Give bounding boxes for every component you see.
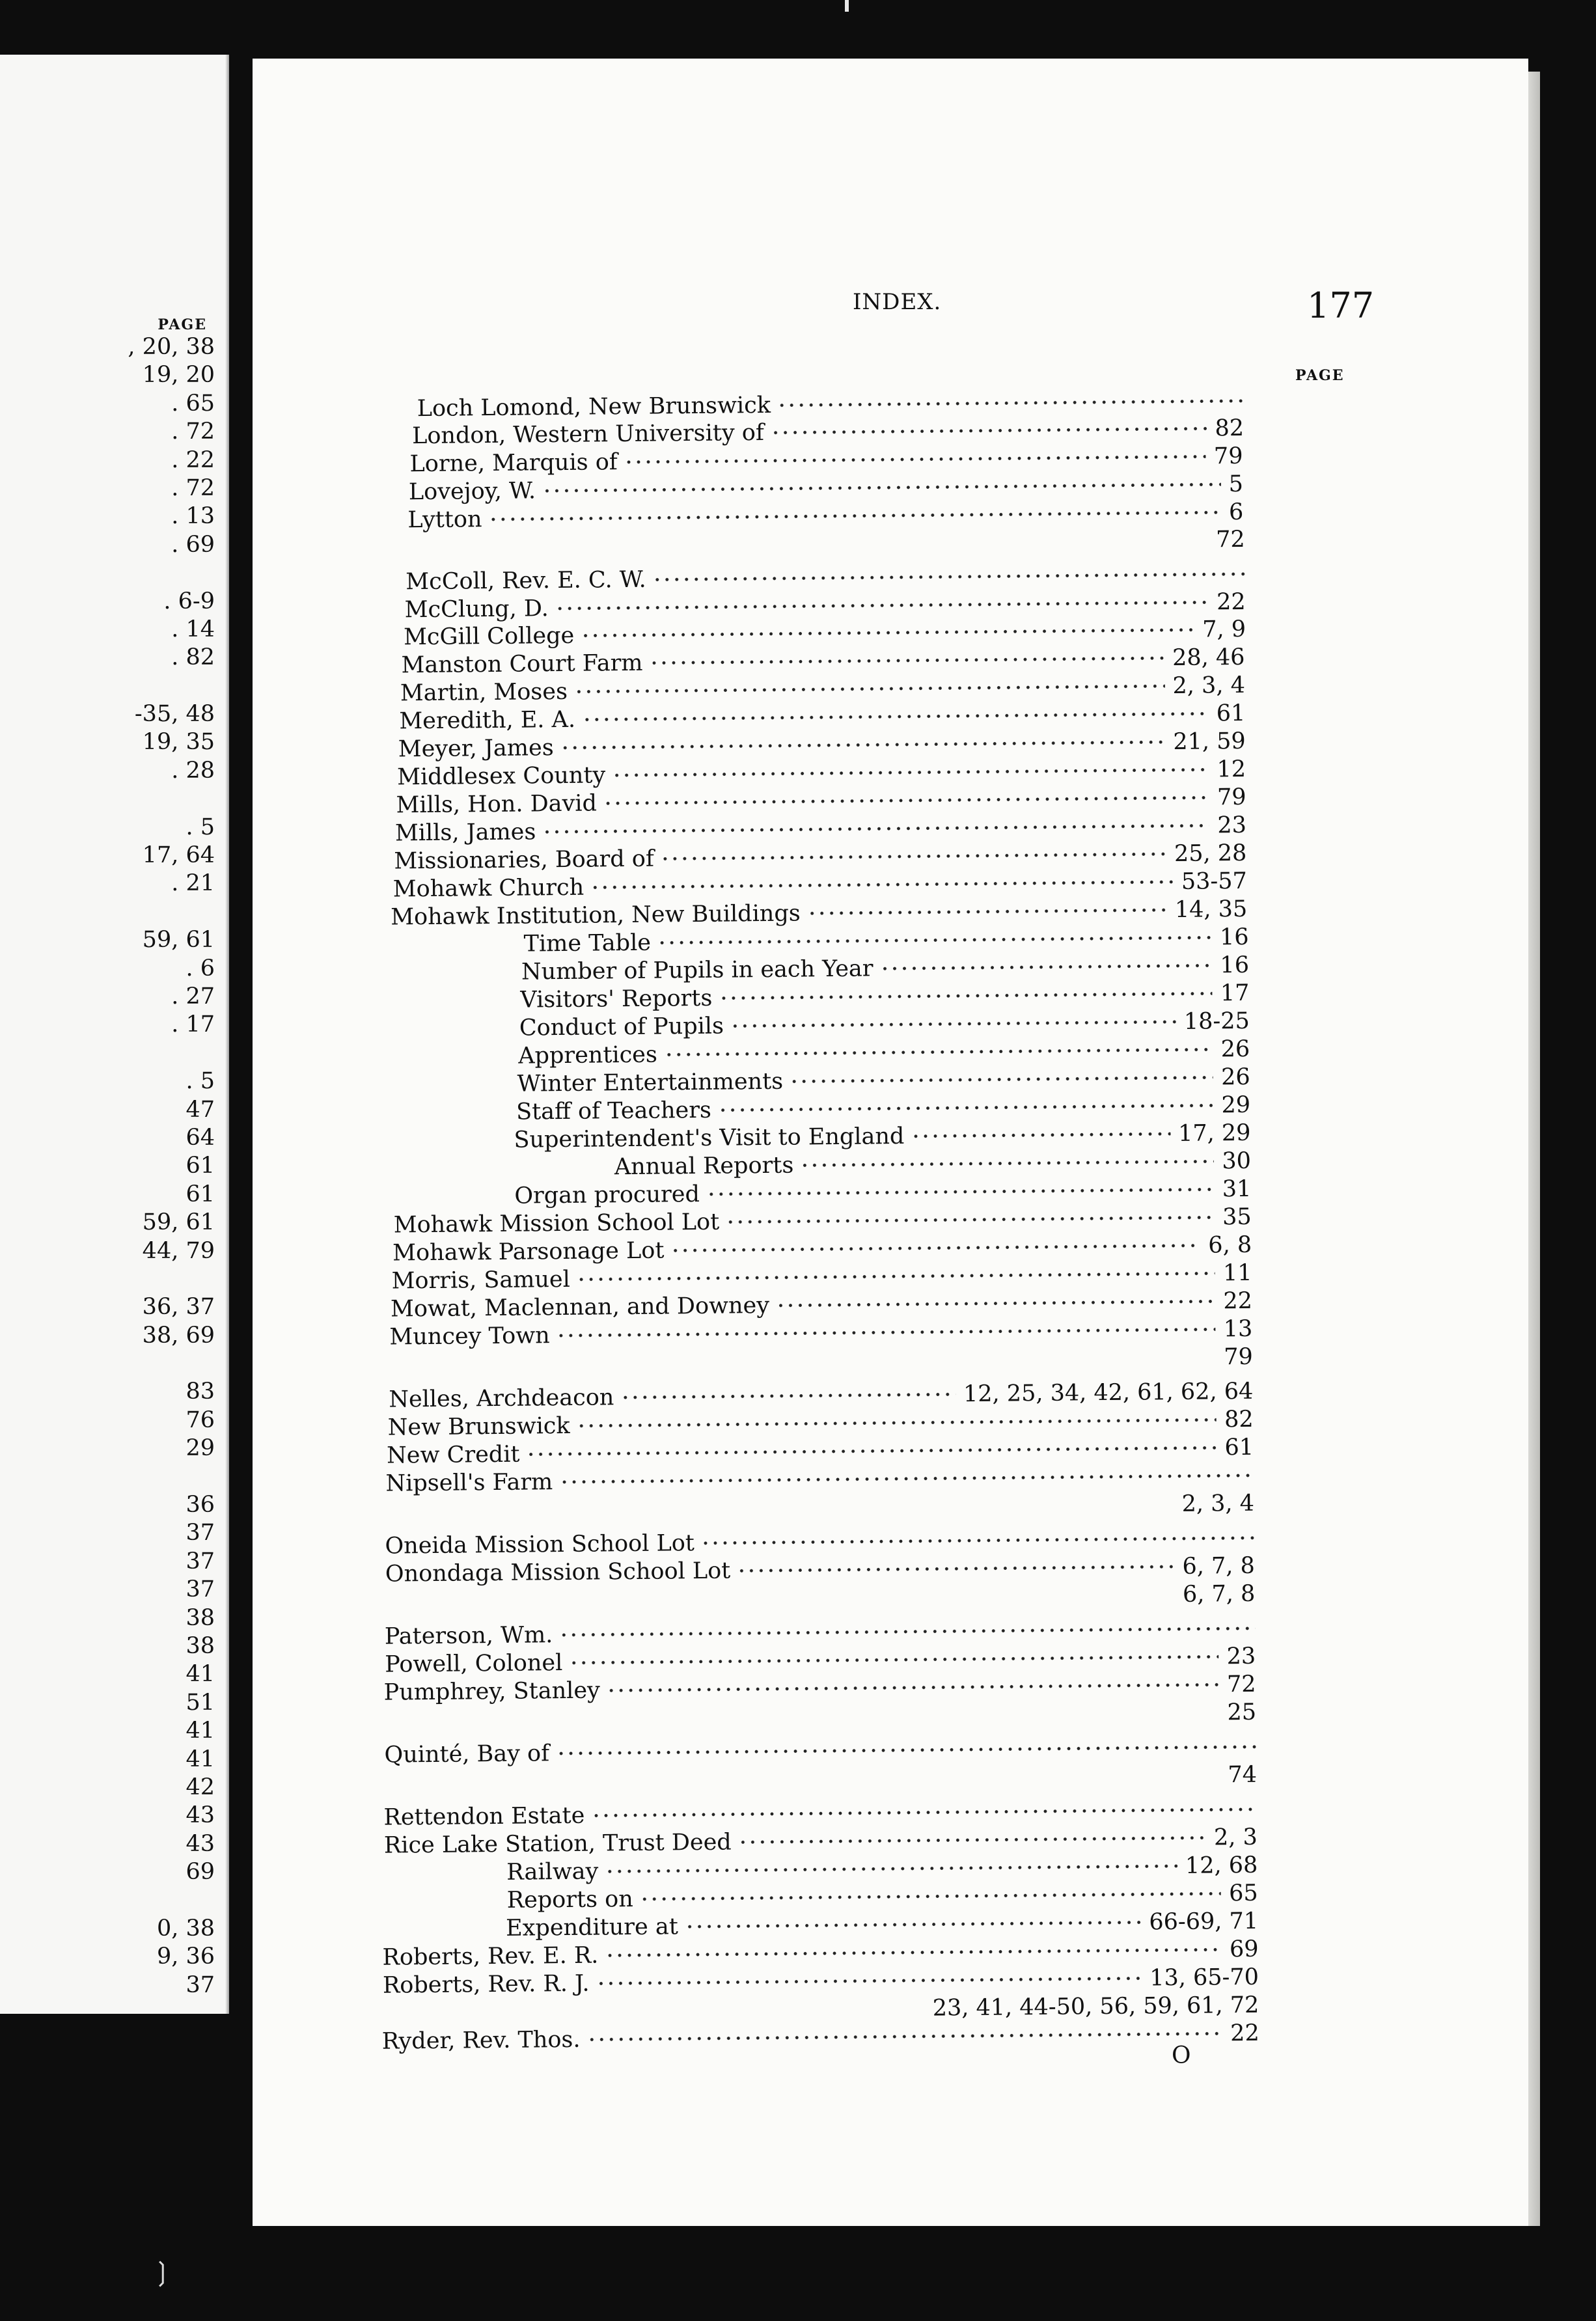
- left-page-number: 29: [186, 1435, 215, 1462]
- left-page-number: 83: [186, 1379, 215, 1405]
- page-edge-mark: [845, 0, 849, 12]
- index-entry-pages: 72: [1226, 1671, 1256, 1698]
- index-entry-label: Mohawk Church: [392, 874, 585, 903]
- left-page-number: . 82: [171, 644, 215, 671]
- dot-leader: [556, 1744, 1257, 1756]
- index-entry-label: Railway: [506, 1858, 599, 1886]
- index-entry-label: Conduct of Pupils: [519, 1013, 724, 1041]
- index-entry-label: Paterson, Wm.: [384, 1622, 553, 1650]
- dot-leader: [807, 907, 1167, 916]
- index-entry-label: Lytton: [407, 506, 482, 534]
- index-entry-pages: 74: [1228, 1761, 1258, 1789]
- index-entry-pages: 82: [1224, 1406, 1254, 1433]
- left-page-number: 59, 61: [142, 927, 215, 954]
- index-entry-pages: 12: [1217, 756, 1246, 783]
- index-entry-pages: 72: [1215, 526, 1245, 553]
- index-entry-label: McClung, D.: [404, 596, 549, 624]
- index-entry-pages: 2, 3, 4: [1181, 1490, 1255, 1517]
- index-entry-label: Roberts, Rev. R. J.: [382, 1970, 590, 1999]
- index-entry-pages: 16: [1220, 952, 1250, 979]
- running-title: INDEX.: [853, 289, 942, 315]
- dot-leader: [581, 627, 1194, 639]
- index-entry-pages: 22: [1230, 2020, 1259, 2047]
- index-entry-label: Ryder, Rev. Thos.: [381, 2026, 581, 2055]
- index-entry-label: Missionaries, Board of: [394, 845, 655, 875]
- index-entry-pages: 22: [1216, 588, 1246, 616]
- dot-leader: [649, 655, 1164, 666]
- dot-leader: [880, 963, 1213, 971]
- index-entry-label: Middlesex County: [396, 762, 606, 791]
- left-page-number: . 21: [171, 870, 215, 897]
- left-page-number: 38: [186, 1632, 215, 1659]
- dot-leader: [605, 1947, 1222, 1958]
- left-page-number: 76: [186, 1407, 215, 1433]
- index-entry-label: Nelles, Archdeacon: [389, 1384, 614, 1413]
- dot-leader: [738, 1835, 1206, 1845]
- index-entry-pages: 6, 8: [1208, 1231, 1252, 1259]
- index-entry-pages: 29: [1221, 1092, 1251, 1119]
- index-entry-label: Organ procured: [514, 1181, 700, 1209]
- dot-leader: [777, 398, 1244, 408]
- left-page-number: 41: [186, 1661, 215, 1688]
- dot-leader: [776, 1298, 1215, 1308]
- left-page-number: 17, 64: [142, 842, 215, 869]
- index-entry-pages: 21, 59: [1173, 728, 1246, 755]
- index-entry-pages: 23, 41, 44-50, 56, 59, 61, 72: [932, 1992, 1259, 2022]
- left-page-number: . 28: [171, 757, 215, 784]
- left-page-number: , 20, 38: [128, 334, 215, 360]
- index-entry-label: Rettendon Estate: [383, 1802, 585, 1831]
- left-page-number: . 5: [186, 814, 215, 840]
- left-page-number: . 13: [171, 503, 215, 530]
- index-entry-label: Mohawk Mission School Lot: [393, 1209, 720, 1239]
- left-page-number: . 72: [171, 474, 215, 501]
- index-entry-pages: 6, 7, 8: [1182, 1552, 1256, 1580]
- left-page-number: 19, 20: [142, 362, 215, 389]
- dot-leader: [790, 1075, 1213, 1084]
- index-entry-pages: 35: [1222, 1203, 1252, 1231]
- index-entry-pages: 65: [1228, 1880, 1258, 1907]
- index-entry-pages: 61: [1224, 1434, 1254, 1461]
- dot-leader: [582, 711, 1209, 722]
- index-entry-label: Pumphrey, Stanley: [383, 1677, 601, 1706]
- index-entry-label: Lorne, Marquis of: [409, 449, 618, 478]
- left-page-number: 37: [186, 1576, 215, 1603]
- left-page-number: [20, 559, 215, 587]
- dot-leader: [653, 571, 1246, 583]
- left-page-number-column: [20, 333, 215, 1999]
- left-page-number: 44, 79: [142, 1237, 215, 1264]
- index-entry-pages: 79: [1224, 1343, 1253, 1371]
- dot-leader: [624, 454, 1206, 465]
- dot-leader: [574, 683, 1165, 694]
- index-entry-label: Mills, James: [394, 819, 536, 847]
- dot-leader: [587, 2031, 1223, 2042]
- left-page-number: 43: [186, 1802, 215, 1829]
- dot-leader: [577, 1270, 1215, 1282]
- left-page-number: 9, 36: [156, 1943, 215, 1970]
- index-entry-pages: 23: [1217, 812, 1247, 839]
- index-entry-pages: 13, 65-70: [1149, 1964, 1259, 1992]
- left-page-number: [20, 1350, 215, 1378]
- index-entry-label: New Credit: [386, 1441, 520, 1469]
- index-entry-pages: 31: [1222, 1175, 1252, 1203]
- index-entry-pages: 2, 3: [1213, 1824, 1258, 1851]
- left-page-number: 37: [186, 1548, 215, 1574]
- index-entry-label: Meyer, James: [398, 735, 554, 763]
- index-entry-label: Lovejoy, W.: [408, 478, 536, 506]
- page-column-header: PAGE: [1295, 367, 1345, 384]
- index-entry-pages: 25, 28: [1174, 840, 1247, 867]
- left-page-number: . 5: [186, 1068, 215, 1095]
- dot-leader: [555, 599, 1209, 611]
- left-page-number: 19, 35: [142, 729, 215, 756]
- left-page-number: [20, 1265, 215, 1293]
- dot-leader: [640, 1891, 1221, 1902]
- index-entry-pages: 17: [1220, 980, 1250, 1007]
- dot-leader: [718, 1103, 1214, 1112]
- index-entries: [243, 53, 1540, 2233]
- dot-leader: [591, 1807, 1257, 1819]
- index-entry-label: McColl, Rev. E. C. W.: [406, 566, 646, 596]
- index-entry-pages: 7, 9: [1202, 616, 1246, 643]
- left-page-number: [20, 898, 215, 926]
- left-page-number: 61: [186, 1153, 215, 1179]
- index-entry-label: Mowat, Maclennan, and Downey: [390, 1292, 770, 1323]
- dot-leader: [670, 1243, 1200, 1254]
- dot-leader: [488, 510, 1221, 522]
- index-entry-label: Rice Lake Station, Trust Deed: [383, 1829, 732, 1859]
- index-entry-pages: 82: [1215, 415, 1245, 442]
- index-entry-pages: 79: [1217, 784, 1246, 811]
- dot-leader: [726, 1215, 1215, 1224]
- dot-leader: [559, 1626, 1256, 1638]
- index-entry-label: Apprentices: [518, 1041, 658, 1069]
- left-page-number: . 72: [171, 419, 215, 445]
- index-entry-pages: 6, 7, 8: [1182, 1580, 1256, 1608]
- index-entry-pages: 66-69, 71: [1149, 1908, 1259, 1936]
- left-page-number: 41: [186, 1718, 215, 1744]
- left-page-number: 61: [186, 1181, 215, 1207]
- dot-leader: [542, 482, 1221, 493]
- index-entry-pages: 79: [1213, 443, 1243, 470]
- left-page-number: 64: [186, 1124, 215, 1151]
- index-entry-label: Nipsell's Farm: [385, 1469, 553, 1497]
- dot-leader: [560, 739, 1166, 750]
- dot-leader: [685, 1920, 1142, 1930]
- index-entry-pages: 13: [1223, 1315, 1253, 1343]
- dot-leader: [701, 1535, 1255, 1546]
- index-entry-pages: 53-57: [1181, 868, 1247, 895]
- index-entry-label: New Brunswick: [387, 1412, 570, 1441]
- dot-leader: [661, 851, 1166, 861]
- index-entry-pages: 17, 29: [1177, 1119, 1251, 1147]
- index-entry-label: Loch Lomond, New Brunswick: [417, 392, 771, 422]
- index-entry-label: Superintendent's Visit to England: [514, 1123, 905, 1153]
- index-entry-pages: 5: [1228, 471, 1244, 498]
- dot-leader: [620, 1392, 956, 1400]
- left-page-number: . 22: [171, 446, 215, 473]
- left-page-number: [20, 672, 215, 700]
- index-entry-label: Mills, Hon. David: [396, 790, 598, 819]
- dot-leader: [577, 1417, 1217, 1428]
- index-entry-label: Expenditure at: [505, 1914, 678, 1942]
- left-page-number: [20, 1463, 215, 1491]
- index-entry-pages: 12, 25, 34, 42, 61, 62, 64: [963, 1378, 1254, 1408]
- left-page-number: 36, 37: [142, 1294, 215, 1321]
- index-entry-label: Quinté, Bay of: [384, 1740, 550, 1768]
- left-page-number: 37: [186, 1520, 215, 1546]
- index-entry-pages: 12, 68: [1185, 1852, 1258, 1879]
- left-page-number: [20, 785, 215, 813]
- index-entry-pages: 23: [1226, 1643, 1256, 1670]
- index-entry-label: Reports on: [506, 1886, 633, 1914]
- index-entry-pages: 22: [1223, 1287, 1253, 1315]
- page-number: 177: [1307, 285, 1375, 326]
- left-page-number: 43: [186, 1830, 215, 1857]
- left-page-number: 38, 69: [142, 1322, 215, 1349]
- dot-leader: [607, 1682, 1219, 1693]
- dot-leader: [730, 1019, 1176, 1029]
- index-entry-pages: 16: [1219, 924, 1249, 951]
- left-page-number: 51: [186, 1689, 215, 1716]
- index-entry-pages: 11: [1222, 1259, 1252, 1287]
- dot-leader: [719, 991, 1213, 1000]
- left-page-number: . 69: [171, 531, 215, 558]
- left-page-number: 38: [186, 1604, 215, 1631]
- left-page-number: 42: [186, 1774, 215, 1800]
- left-page-number: . 6: [186, 955, 215, 982]
- index-entry-label: Staff of Teachers: [516, 1097, 712, 1125]
- index-entry-label: Manston Court Farm: [401, 650, 643, 679]
- dot-leader: [596, 1976, 1142, 1986]
- index-entry-pages: 26: [1220, 1064, 1250, 1091]
- dot-leader: [559, 1473, 1254, 1485]
- index-entry-label: Number of Pupils in each Year: [521, 955, 874, 985]
- index-entry-label: Powell, Colonel: [385, 1650, 563, 1678]
- index-entry-pages: 2, 3, 4: [1172, 672, 1246, 699]
- left-page-column-header: PAGE: [158, 316, 207, 333]
- dot-leader: [590, 879, 1174, 890]
- dot-leader: [526, 1445, 1217, 1457]
- dot-leader: [706, 1187, 1215, 1196]
- index-entry-label: Winter Entertainments: [517, 1068, 784, 1097]
- index-entry-label: Mohawk Institution, New Buildings: [391, 900, 801, 931]
- left-page-number: 37: [186, 1971, 215, 1998]
- index-entry-pages: 28, 46: [1172, 644, 1245, 671]
- index-entry-label: Annual Reports: [614, 1152, 794, 1181]
- index-entry-pages: 26: [1220, 1036, 1250, 1063]
- index-entry-pages: 61: [1216, 700, 1246, 727]
- margin-mark: ❳: [151, 2257, 173, 2287]
- left-page-number: . 17: [171, 1011, 215, 1038]
- index-entry-label: Oneida Mission School Lot: [385, 1530, 695, 1559]
- left-page-number: . 65: [171, 390, 215, 417]
- index-entry-label: McGill College: [403, 622, 575, 651]
- dot-leader: [542, 823, 1209, 834]
- left-page-number: . 27: [171, 983, 215, 1009]
- dot-leader: [737, 1564, 1174, 1573]
- dot-leader: [664, 1047, 1213, 1057]
- left-page-number: 69: [186, 1859, 215, 1886]
- index-entry-label: Visitors' Reports: [520, 985, 713, 1013]
- left-page-number: 47: [186, 1096, 215, 1123]
- left-page-number: [20, 1886, 215, 1914]
- dot-leader: [569, 1654, 1218, 1666]
- left-page-number: [20, 1039, 215, 1067]
- left-page-number: 41: [186, 1746, 215, 1772]
- left-page-number: -35, 48: [134, 701, 215, 728]
- dot-leader: [800, 1159, 1214, 1168]
- index-entry-label: Time Table: [523, 929, 652, 957]
- left-page-number: 36: [186, 1492, 215, 1518]
- index-entry-pages: 6: [1228, 499, 1244, 526]
- index-entry-pages: 30: [1222, 1147, 1252, 1175]
- index-entry-label: Martin, Moses: [400, 678, 568, 707]
- dot-leader: [657, 935, 1212, 945]
- index-entry-label: Mohawk Parsonage Lot: [392, 1237, 665, 1267]
- dot-leader: [911, 1131, 1170, 1139]
- left-page-number: . 6-9: [163, 588, 215, 614]
- index-entry-pages: 25: [1227, 1699, 1257, 1726]
- index-entry-pages: 14, 35: [1174, 896, 1248, 923]
- index-entry-pages: 18-25: [1183, 1008, 1250, 1035]
- index-entry-label: Morris, Samuel: [391, 1266, 571, 1295]
- dot-leader: [771, 426, 1207, 435]
- index-entry-label: Meredith, E. A.: [399, 706, 576, 735]
- dot-leader: [603, 795, 1209, 806]
- left-page-number: 59, 61: [142, 1209, 215, 1236]
- left-page-number: . 14: [171, 616, 215, 642]
- index-page: [253, 59, 1528, 2226]
- index-entry-label: Onondaga Mission School Lot: [385, 1558, 731, 1587]
- dot-leader: [605, 1863, 1177, 1874]
- signature-mark: O: [1172, 2042, 1191, 2069]
- index-entry-pages: 69: [1229, 1936, 1259, 1963]
- index-entry-label: London, Western University of: [411, 419, 765, 450]
- index-entry-label: Roberts, Rev. E. R.: [382, 1942, 599, 1971]
- left-page-fragment: [0, 55, 229, 2014]
- dot-leader: [557, 1326, 1216, 1338]
- index-entry-label: Muncey Town: [389, 1323, 550, 1351]
- left-page-number: 0, 38: [156, 1915, 215, 1942]
- dot-leader: [612, 767, 1209, 778]
